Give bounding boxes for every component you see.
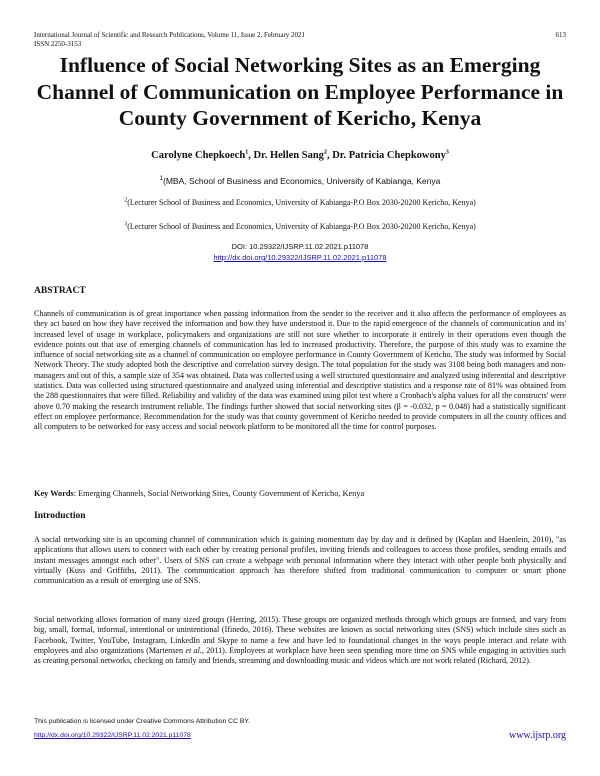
author-name: Dr. Patricia Chepkowony [332,150,446,161]
doi-text: DOI: 10.29322/IJSRP.11.02.2021.p11078 [231,242,369,251]
author-sup: 2 [323,149,327,156]
affiliation-3: $^3$(Lecturer School of Business and Economics, University of Kabianga-P.O Box 2030-20200 Kericho, Kenya) [124,221,476,231]
introduction-heading: Introduction [34,511,86,521]
doi-block [0,241,600,263]
abstract-text: Channels of communication is of great importance when passing information from the sender to the receiver and it also affects the performance of employees as they act based on how they have received the information and how they have understood it. Due to the rapid emergence of the channels of communication and its' increased level of usage in workplace, policymakers and organizations are still not sure whether to incorporate it entirely in their operations even though the evidence points out that use of emerging channels of communication has led to increased productivity. Therefore, the purpose of this study was to examine the influence of social networking site as a channel of communication on employee performance in County Government of Kericho. The study was informed by Social Network Theory. The study adopted both the descriptive and correlation survey design. The total population for the study was 3108 being both managers and non-managers and out of this, a sample size of 354 was obtained. Data was collected using a well structured questionnaire and analyzed using inferential and descriptive statistics. Data was collected using structured questionnaire and analyzed using inferential and descriptive statistics and a response rate of 81% was obtained from the 288 questionnaires that were filled. Reliability and validity of the data was examined using pilot test where a Cronbach's alpha values for all the constructs' were above 0.70 making the research instrument reliable. The findings further showed that social networking sites (β = -0.032, p = 0.048) had a statistically significant effect on employee performance. Recommendation for the study was that county government of Kericho needed to provide computers in all the county offices and all computers to be networked for easy access and social network platform to be monitored all the time for control purposes. [34,309,566,432]
issn: ISSN 2250-3153 [34,40,82,48]
running-header [34,31,566,49]
affiliation-1: $^1$(MBA, School of Business and Economics, University of Kabianga, Kenya [159,176,441,186]
keywords-label: Key Words [34,489,74,498]
intro-paragraph-2: Social networking allows formation of many sized groups (Herring, 2015). These groups are organized methods through which groups are formed, and vary from big, small, formal, informal, intentional or unintentional (Ifinedo, 2016). These websites are known as social networking sites (SNS) which include sites such as Facebook, Twitter, YouTube, Instagram, LinkedIn and Skype to name a few and have led to foundational changes in the ways people interact and relate with employees and also organizations (Martensen et al., 2011). Employees at workplace have been seen spending more time on SNS while engaging in activities such as creating personal networks, checking on family and friends, streaming and downloading music and videos which are not work related (Richard, 2012). [34,615,566,666]
doi-link[interactable]: http://dx.doi.org/10.29322/IJSRP.11.02.2021.p11078 [213,253,387,262]
keywords [34,489,566,498]
author-sup: 1 [245,149,249,156]
author-name: Dr. Hellen Sang [253,150,324,161]
affiliation-2: $^2$(Lecturer School of Business and Economics, University of Kabianga-P.O Box 2030-20200 Kericho, Kenya) [124,197,476,207]
author-sup: 3 [445,149,449,156]
footer-doi-link[interactable]: http://dx.doi.org/10.29322/IJSRP.11.02.2021.p11078 [34,732,191,739]
author-name: Carolyne Chepkoech [151,150,246,161]
page-number: 613 [555,31,566,39]
license-note: This publication is licensed under Creative Commons Attribution CC BY. [34,718,250,725]
paper-title: Influence of Social Networking Sites as an Emerging Channel of Communication on Employee Performance in County Government of Kericho, Kenya [36,53,564,130]
abstract-heading: ABSTRACT [34,286,86,296]
author-list: Carolyne Chepkoech$^1$, Dr. Hellen Sang$^2$, Dr. Patricia Chepkowony$^3$ [151,149,449,161]
keywords-text: : Emerging Channels, Social Networking Sites, County Government of Kericho, Kenya [73,489,365,498]
journal-line: International Journal of Scientific and Research Publications, Volume 11, Issue 2, February 2021 [34,31,306,39]
journal-site-link[interactable]: www.ijsrp.org [509,730,566,741]
intro-paragraph-1: A social networking site is an upcoming channel of communication which is gaining momentum day by day and is defined by (Kaplan and Haenlein, 2010), "as applications that allows users to connect with each other by creating personal profiles, inviting friends and colleagues to access those profiles, sending emails and instant messages amongst each other". Users of SNS can create a webpage with personal information where they interact with other people both physically and virtually (Kuss and Griffiths, 2011). The communication approach has therefore shifted from traditional communication to computer or smart phone communication as a result of emerging use of SNS. [34,535,566,586]
footer-doi [34,732,566,739]
